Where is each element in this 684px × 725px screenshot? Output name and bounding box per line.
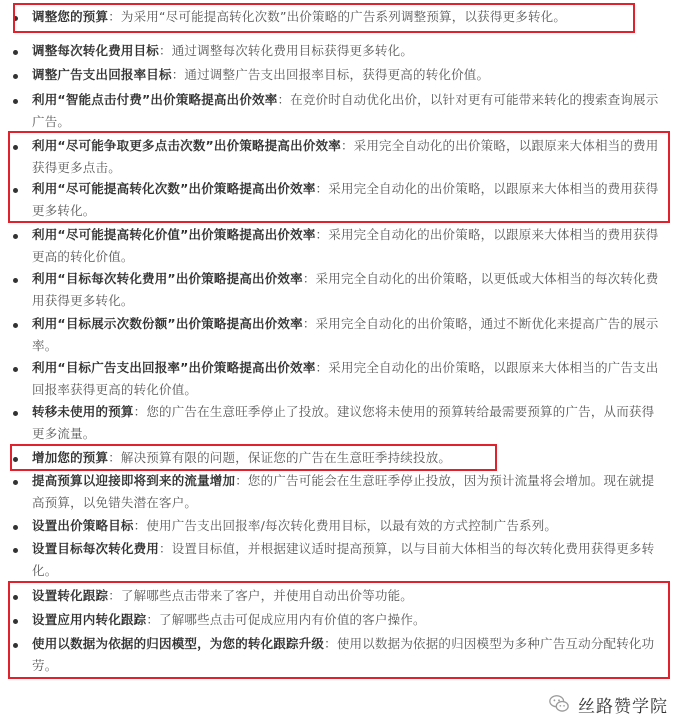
item-title: 设置应用内转化跟踪	[32, 612, 147, 627]
bullet-icon	[13, 457, 18, 462]
item-description: 您的广告可能会在生意旺季停止投放，因为预计流量将会增加。现在就提高预算，以免错失潜在客户。	[32, 473, 655, 510]
list-item	[10, 6, 670, 28]
item-title: 利用“目标每次转化费用”出价策略提高出价效率	[32, 271, 303, 286]
item-description: 您的广告在生意旺季停止了投放。建议您将未使用的预算转给最需要预算的广告，从而获得更多流量。	[32, 404, 655, 441]
item-title: 调整您的预算	[32, 9, 109, 24]
item-text: 调整广告支出回报率目标：通过调整广告支出回报率目标，获得更高的转化价值。	[32, 67, 490, 82]
item-text: 利用“智能点击付费”出价策略提高出价效率：在竞价时自动优化出价，以针对更有可能带来转化的搜索查询展示广告。	[32, 92, 659, 129]
item-text: 调整您的预算：为采用“尽可能提高转化次数”出价策略的广告系列调整预算，以获得更多转化。	[32, 9, 567, 24]
item-title: 利用“智能点击付费”出价策略提高出价效率	[32, 92, 278, 107]
item-title: 利用“尽可能提高转化次数”出价策略提高出价效率	[32, 181, 316, 196]
item-text: 利用“尽可能争取更多点击次数”出价策略提高出价效率：采用完全自动化的出价策略，以跟原来大体相当的费用获得更多点击。	[32, 138, 659, 175]
item-description: 采用完全自动化的出价策略，以跟原来大体相当的费用获得更多点击。	[32, 138, 659, 175]
item-text: 利用“目标展示次数份额”出价策略提高出价效率：采用完全自动化的出价策略，通过不断优化来提高广告的展示率。	[32, 316, 659, 353]
item-title: 提高预算以迎接即将到来的流量增加	[32, 473, 236, 488]
item-text: 利用“尽可能提高转化价值”出价策略提高出价效率：采用完全自动化的出价策略，以跟原来大体相当的费用获得更高的转化价值。	[32, 227, 659, 264]
bullet-icon	[13, 595, 18, 600]
bullet-icon	[13, 50, 18, 55]
list-item	[10, 89, 670, 133]
wechat-icon	[548, 693, 570, 715]
bullet-icon	[13, 525, 18, 530]
list-item	[10, 585, 670, 607]
list-item	[10, 357, 670, 401]
item-title: 利用“目标展示次数份额”出价策略提高出价效率	[32, 316, 303, 331]
item-title: 利用“目标广告支出回报率”出价策略提高出价效率	[32, 360, 316, 375]
list-item	[10, 447, 670, 469]
watermark-text: 丝路赞学院	[578, 696, 668, 717]
item-description: 采用完全自动化的出价策略，以跟原来大体相当的费用获得更多转化。	[32, 181, 659, 218]
bullet-icon	[13, 74, 18, 79]
item-description: 使用广告支出回报率/每次转化费用目标，以最有效的方式控制广告系列。	[146, 518, 558, 533]
item-description: 采用完全自动化的出价策略，通过不断优化来提高广告的展示率。	[32, 316, 659, 353]
bullet-icon	[13, 16, 18, 21]
list-item	[10, 633, 670, 677]
bullet-icon	[13, 234, 18, 239]
list-item	[10, 40, 670, 62]
item-title: 设置转化跟踪	[32, 588, 109, 603]
list-item	[10, 609, 670, 631]
item-text: 设置目标每次转化费用：设置目标值，并根据建议适时提高预算，以与目前大体相当的每次转化费用获得更多转化。	[32, 541, 655, 578]
item-title: 设置目标每次转化费用	[32, 541, 160, 556]
item-text: 利用“目标每次转化费用”出价策略提高出价效率：采用完全自动化的出价策略，以更低或大体相当的每次转化费用获得更多转化。	[32, 271, 659, 308]
bullet-icon	[13, 619, 18, 624]
bullet-icon	[13, 145, 18, 150]
item-text: 设置应用内转化跟踪：了解哪些点击可促成应用内有价值的客户操作。	[32, 612, 426, 627]
bullet-icon	[13, 323, 18, 328]
item-title: 设置出价策略目标	[32, 518, 134, 533]
item-description: 为采用“尽可能提高转化次数”出价策略的广告系列调整预算，以获得更多转化。	[120, 9, 567, 24]
item-text: 增加您的预算：解决预算有限的问题，保证您的广告在生意旺季持续投放。	[32, 450, 452, 465]
item-description: 通过调整每次转化费用目标获得更多转化。	[171, 43, 414, 58]
list-item	[10, 470, 670, 514]
item-text: 调整每次转化费用目标：通过调整每次转化费用目标获得更多转化。	[32, 43, 414, 58]
item-title: 利用“尽可能提高转化价值”出价策略提高出价效率	[32, 227, 316, 242]
item-title: 调整广告支出回报率目标	[32, 67, 172, 82]
item-text: 提高预算以迎接即将到来的流量增加：您的广告可能会在生意旺季停止投放，因为预计流量将会增加。现在就提高预算，以免错失潜在客户。	[32, 473, 655, 510]
list-item	[10, 224, 670, 268]
item-description: 了解哪些点击带来了客户，并使用自动出价等功能。	[120, 588, 414, 603]
item-text: 利用“尽可能提高转化次数”出价策略提高出价效率：采用完全自动化的出价策略，以跟原来大体相当的费用获得更多转化。	[32, 181, 659, 218]
item-description: 使用以数据为依据的归因模型为多种广告互动分配转化功劳。	[32, 636, 655, 673]
item-description: 采用完全自动化的出价策略，以跟原来大体相当的广告支出回报率获得更高的转化价值。	[32, 360, 659, 397]
item-title: 利用“尽可能争取更多点击次数”出价策略提高出价效率	[32, 138, 341, 153]
list-item	[10, 178, 670, 222]
item-description: 解决预算有限的问题，保证您的广告在生意旺季持续投放。	[120, 450, 452, 465]
list-item	[10, 64, 670, 86]
bullet-icon	[13, 367, 18, 372]
bullet-icon	[13, 643, 18, 648]
list-item	[10, 268, 670, 312]
item-description: 采用完全自动化的出价策略，以跟原来大体相当的费用获得更高的转化价值。	[32, 227, 659, 264]
item-title: 调整每次转化费用目标	[32, 43, 160, 58]
item-text: 转移未使用的预算：您的广告在生意旺季停止了投放。建议您将未使用的预算转给最需要预算的广告，从而获得更多流量。	[32, 404, 655, 441]
item-title: 增加您的预算	[32, 450, 109, 465]
bullet-icon	[13, 411, 18, 416]
list-item	[10, 135, 670, 179]
bullet-icon	[13, 278, 18, 283]
item-description: 了解哪些点击可促成应用内有价值的客户操作。	[159, 612, 426, 627]
item-description: 采用完全自动化的出价策略，以更低或大体相当的每次转化费用获得更多转化。	[32, 271, 659, 308]
item-text: 设置转化跟踪：了解哪些点击带来了客户，并使用自动出价等功能。	[32, 588, 414, 603]
item-title: 使用以数据为依据的归因模型，为您的转化跟踪升级	[32, 636, 325, 651]
bullet-icon	[13, 548, 18, 553]
item-description: 通过调整广告支出回报率目标，获得更高的转化价值。	[184, 67, 490, 82]
list-item	[10, 515, 670, 537]
list-item	[10, 538, 670, 582]
item-text: 利用“目标广告支出回报率”出价策略提高出价效率：采用完全自动化的出价策略，以跟原来大体相当的广告支出回报率获得更高的转化价值。	[32, 360, 659, 397]
list-item	[10, 313, 670, 357]
watermark	[548, 690, 668, 718]
item-title: 转移未使用的预算	[32, 404, 134, 419]
bullet-icon	[13, 480, 18, 485]
list-item	[10, 401, 670, 445]
item-description: 设置目标值，并根据建议适时提高预算，以与目前大体相当的每次转化费用获得更多转化。	[32, 541, 655, 578]
item-description: 在竞价时自动优化出价，以针对更有可能带来转化的搜索查询展示广告。	[32, 92, 659, 129]
bullet-icon	[13, 188, 18, 193]
bullet-icon	[13, 99, 18, 104]
item-text: 设置出价策略目标：使用广告支出回报率/每次转化费用目标，以最有效的方式控制广告系列。	[32, 518, 558, 533]
item-text: 使用以数据为依据的归因模型，为您的转化跟踪升级：使用以数据为依据的归因模型为多种广告互动分配转化功劳。	[32, 636, 655, 673]
